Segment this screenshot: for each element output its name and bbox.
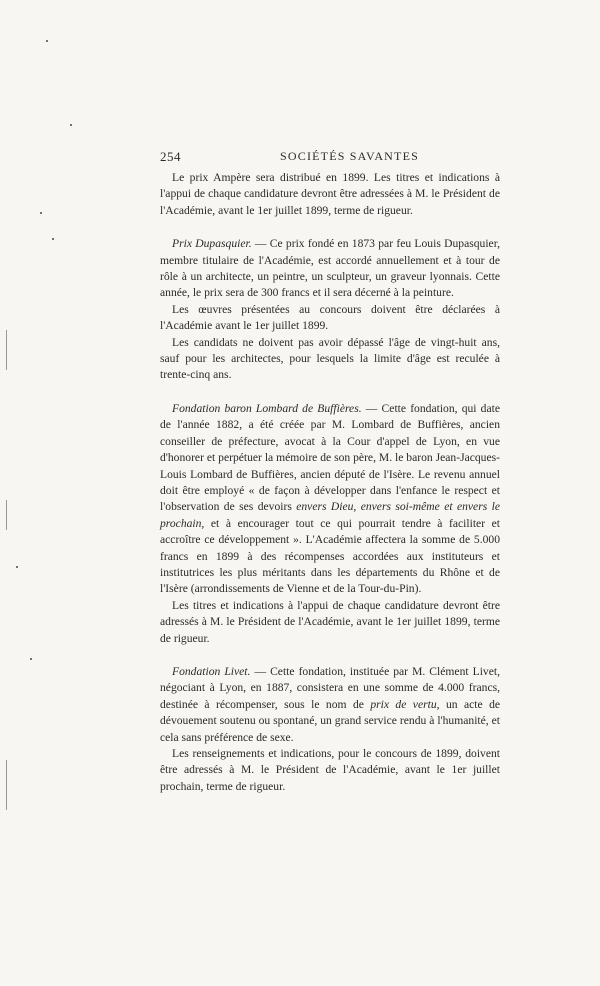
paragraph-text: un acte de dévouement soutenu ou spontané, un grand service rendu à l'humanité, et cela sans préférence de sexe. <box>160 697 501 744</box>
paragraph-text: Les œuvres présentées au concours doivent être déclarées à l'Académie avant le 1er juillet 1899. <box>160 302 500 333</box>
paragraph-text: — Cette fondation, instituée par M. Clément Livet, négociant à Lyon, en 1887, consistera en une somme de 4.000 francs, destinée à récompenser, sous le nom de <box>160 664 500 711</box>
italic-phrase: envers Dieu, envers soi-même et envers le prochain, <box>160 500 500 530</box>
scan-edge-mark <box>6 330 7 370</box>
page-body <box>160 170 500 795</box>
scan-edge-mark <box>6 500 7 530</box>
paragraph-text: Les titres et indications à l'appui de chaque candidature devront être adressés à M. le Président de l'Académie, avant le 1er juillet 1899, terme de rigueur. <box>160 598 500 645</box>
scan-edge-mark <box>6 760 7 810</box>
paragraph-text: — Cette fondation, qui date de l'année 1882, a été créée par M. Lombard de Buffières, ancien conseiller de préfecture, avocat à la Cour d'appel de Lyon, en vue d'honorer et perpétuer la mémoire de son père, M. le baron Jean-Jacques-Louis Lombard de Buffières, ancien député de l'Isère. Le revenu annuel doit être employé « de façon à développer dans l'enfance le respect et l'observation de ses devoirs <box>160 401 500 514</box>
paragraph-text: — Ce prix fondé en 1873 par feu Louis Dupasquier, membre titulaire de l'Académie, est accordé annuellement et à tour de rôle à un architecte, un peintre, un sculpteur, un graveur lyonnais. Cette année, le prix sera de 300 francs et il sera décerné à la peinture. <box>160 237 500 300</box>
paragraph-renseignements <box>160 746 500 795</box>
section-title: Prix Dupasquier. <box>172 237 252 251</box>
section-title: Fondation Livet. <box>172 664 251 678</box>
paragraph-text: et à encourager tout ce qui pourrait tendre à faciliter et accroître ce développement ». L'Académie affectera la somme de 5.000 francs en 1899 à des récompenses accordées aux instituteurs et institutrices les plus méritants dans les départements du Rhône et de l'Isère (arrondissements de Vienne et de la Tour-du-Pin). <box>160 516 500 596</box>
page-number: 254 <box>160 149 181 164</box>
paragraph-lombard-titres <box>160 598 500 647</box>
section-title: Fondation baron Lombard de Buffières. <box>172 401 362 415</box>
italic-phrase: prix de vertu, <box>370 697 440 711</box>
paragraph-livet <box>160 664 500 746</box>
paragraph-text: Le prix Ampère sera distribué en 1899. Les titres et indications à l'appui de chaque candidature devront être adressées à M. le Président de l'Académie, avant le 1er juillet 1899, terme de rigueur. <box>160 171 500 217</box>
running-head: SOCIÉTÉS SAVANTES <box>280 149 419 163</box>
paragraph-oeuvres <box>160 302 500 335</box>
paragraph-candidats <box>160 335 500 384</box>
paragraph-dupasquier <box>160 236 500 302</box>
paragraph-text: Les candidats ne doivent pas avoir dépassé l'âge de vingt-huit ans, sauf pour les architectes, pour lesquels la limite d'âge est reculée à trente-cinq ans. <box>160 335 500 382</box>
paragraph-ampere <box>160 170 500 219</box>
paragraph-text: Les renseignements et indications, pour le concours de 1899, doivent être adressés à M. le Président de l'Académie, avant le 1er juillet prochain, terme de rigueur. <box>160 747 500 793</box>
paragraph-lombard <box>160 401 500 598</box>
